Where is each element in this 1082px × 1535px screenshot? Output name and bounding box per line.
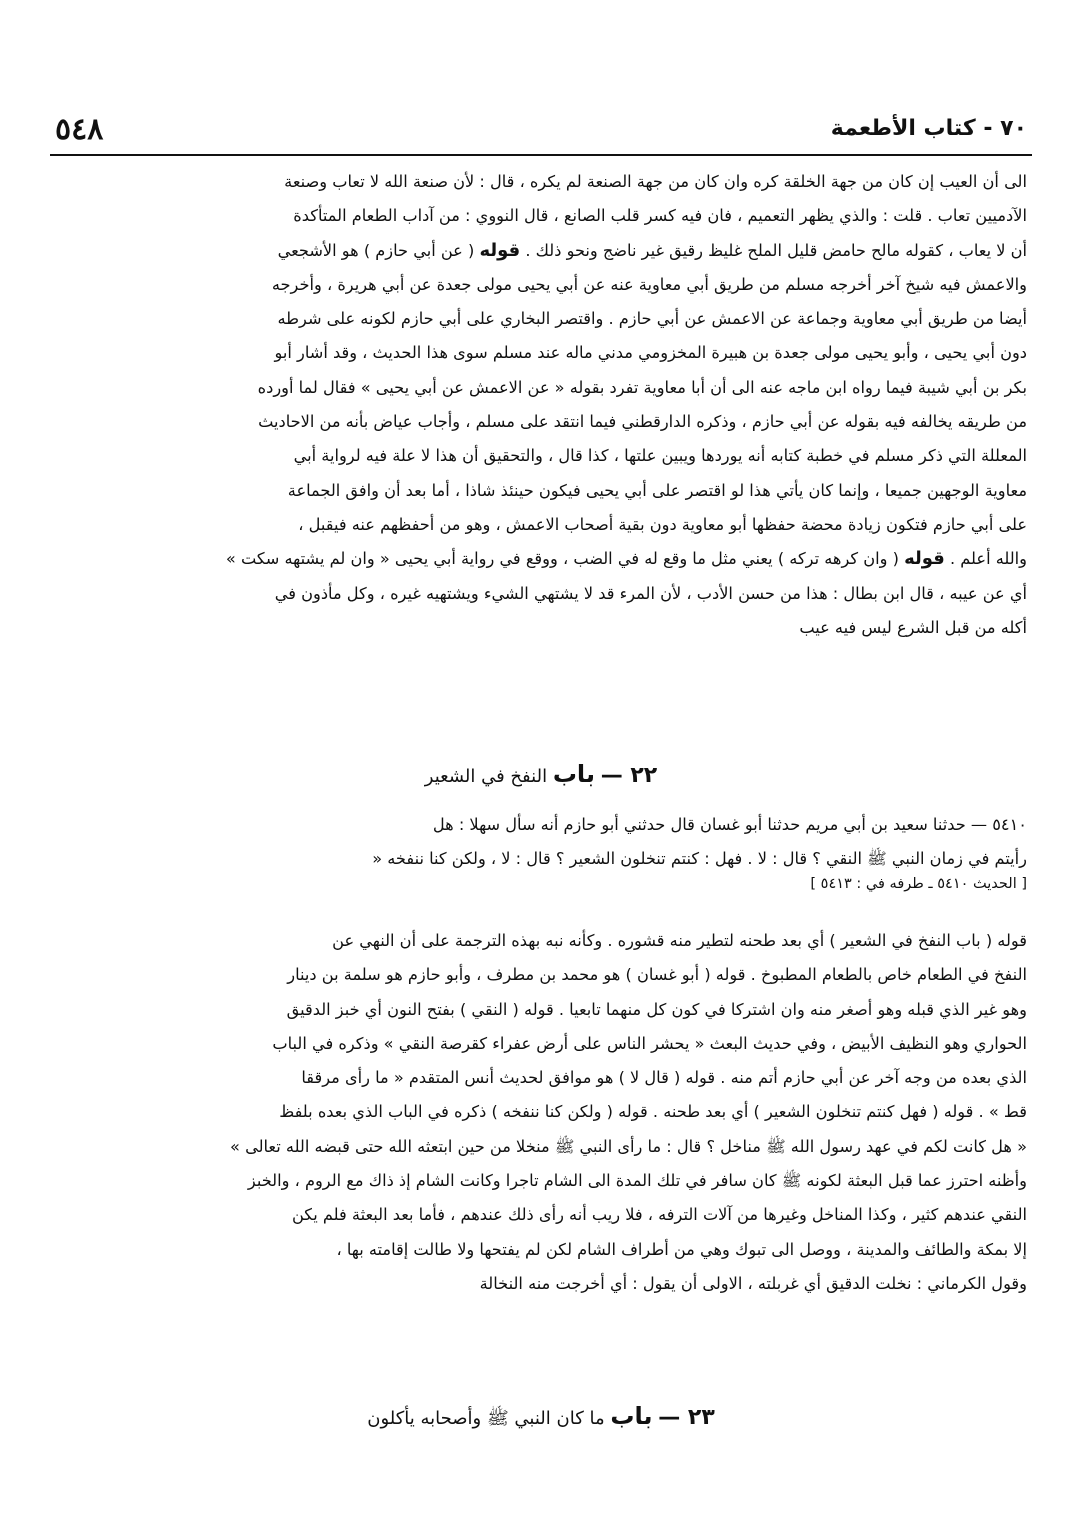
commentary-top <box>55 165 1027 645</box>
text-line: الذي بعده من وجه آخر عن أبي حازم أتم منه . قوله ( قال لا ) هو موافق لحديث أنس المتقدم « ما رأى مرققا <box>301 1068 1027 1088</box>
text-line: إلا بمكة والطائف والمدينة ، ووصل الى تبوك وهي من أطراف الشام لكن لم يفتحها ولا طالت إقامته بها ، <box>336 1239 1027 1259</box>
text-line: وهو غير الذي قبله وهو أصغر منه وان اشتركا في كون كل منهما تابعيا . قوله ( النقي ) بفتح النون أي خبز الدقيق <box>286 999 1027 1019</box>
text-line: أي عن عيبه ، قال ابن بطال : هذا من حسن الأدب ، لأن المرء قد لا يشتهي الشيء ويشتهيه غيره ، وكل مأذون في <box>274 583 1027 603</box>
text-line: قوله ( باب النفخ في الشعير ) أي بعد طحنه لتطير منه قشوره . وكأنه نبه بهذه الترجمة على أن النهي عن <box>332 931 1027 950</box>
hadith-line: رأيتم في زمان النبي ﷺ النقي ؟ قال : لا . فهل : كنتم تنخلون الشعير ؟ قال : لا ، ولكن كنا ننفخه « <box>372 849 1027 869</box>
text-line: الحواري وهو النظيف الأبيض ، وفي حديث البعث « يحشر الناس على أرض عفراء كقرصة النقي » وذكره في الباب <box>272 1033 1027 1053</box>
text-line <box>55 234 1027 268</box>
section-number: ٢٢ — <box>600 763 658 788</box>
text-fragment: ( وان كرهه تركه ) يعني مثل ما وقع له في الضب ، ووقع في رواية أبي يحيى « وان لم يشتهه سكت » <box>225 549 899 569</box>
hadith-line: ٥٤١٠ — حدثنا سعيد بن أبي مريم حدثنا أبو غسان قال حدثني أبو حازم أنه سأل سهلا : هل <box>432 815 1027 834</box>
text-line <box>55 542 1027 576</box>
text-line: على أبي حازم فتكون زيادة محضة حفظها أبو معاوية دون بقية أصحاب الاعمش ، وهو من أحفظهم عنه فيقبل ، <box>298 514 1027 534</box>
section-title: النفخ في الشعير <box>424 766 548 787</box>
section-bab: باب <box>552 760 595 788</box>
text-line: الى أن العيب إن كان من جهة الخلقة كره وان كان من جهة الصنعة لم يكره ، قال : لأن صنعة الله لا تعاب وصنعة <box>284 172 1027 191</box>
chapter-title: ٧٠ - كتاب الأطعمة <box>830 116 1027 141</box>
page-number: ٥٤٨ <box>55 112 104 147</box>
commentary-bottom <box>55 924 1027 1301</box>
text-line: بكر بن أبي شيبة فيما رواه ابن ماجه عنه الى أن أبا معاوية تفرد بقوله « عن الاعمش عن أبي يحيى » فقال لما أورده <box>257 377 1027 397</box>
text-line: « هل كانت لكم في عهد رسول الله ﷺ مناخل ؟ قال : ما رأى النبي ﷺ منخلا من حين ابتعثه الله حتى قبضه الله تعالى » <box>230 1136 1027 1156</box>
text-line: أكله من قبل الشرع ليس فيه عيب <box>799 617 1027 637</box>
text-line: وأظنه احترز عما قبل البعثة لكونه ﷺ كان سافر في تلك المدة الى الشام تاجرا وكانت الشام إذ ذاك مع الروم ، والخبز <box>247 1171 1027 1191</box>
section-number: ٢٣ — <box>658 1405 715 1430</box>
keyword-qawluh: قوله <box>904 548 945 570</box>
section-title: ما كان النبي ﷺ وأصحابه يأكلون <box>367 1408 605 1429</box>
text-fragment: أن لا يعاب ، كقوله مالح حامض قليل الملح غليظ رقيق غير ناضج ونحو ذلك . <box>525 240 1027 260</box>
page-header <box>55 112 1027 152</box>
text-fragment: والله أعلم . <box>949 549 1027 569</box>
text-fragment: ( عن أبي حازم ) هو الأشجعي <box>277 240 475 260</box>
text-line: قط » . قوله ( فهل كنتم تنخلون الشعير ) أي بعد طحنه . قوله ( ولكن كنا ننفخه ) ذكره في الباب الذي بعده بلفظ <box>279 1102 1027 1122</box>
header-divider <box>50 154 1032 156</box>
keyword-qawluh: قوله <box>479 239 521 261</box>
text-line: والاعمش فيه شيخ آخر أخرجه مسلم من طريق أبي معاوية عنه عن أبي يحيى مولى جعدة عن أبي هريرة ، وأخرجه <box>271 274 1027 294</box>
text-line: النقي عندهم كثير ، وكذا المناخل وغيرها من آلات الترفه ، فلا ريب أنه رأى ذلك عندهم ، فأما بعد البعثة فلم يكن <box>291 1205 1027 1225</box>
text-line: وقول الكرماني : نخلت الدقيق أي غربلته ، الاولى أن يقول : أي أخرجت منه النخالة <box>479 1273 1027 1293</box>
text-line: النفخ في الطعام خاص بالطعام المطبوخ . قوله ( أبو غسان ) هو محمد بن مطرف ، وأبو حازم هو سلمة بن دينار <box>287 965 1027 985</box>
section-heading-23 <box>55 1402 1027 1433</box>
text-line: المعللة التي ذكر مسلم في خطبة كتابه أنه يوردها ويبين علتها ، كذا قال ، والتحقيق أن هذا لا علة فيه لرواية أبي <box>293 446 1027 466</box>
text-line: دون أبي يحيى ، وأبو يحيى مولى جعدة بن هبيرة المخزومي مدني ماله عند مسلم سوى هذا الحديث ، وقد أشار أبو <box>274 343 1027 363</box>
text-line: معاوية الوجهين جميعا ، وإنما كان يأتي هذا لو اقتصر على أبي يحيى فيكون حينئذ شاذا ، أما بعد أن وافق الجماعة <box>287 480 1027 500</box>
hadith-reference: [ الحديث ٥٤١٠ ـ طرفه في : ٥٤١٣ ] <box>810 876 1027 892</box>
text-line: الآدميين تعاب . قلت : والذي يظهر التعميم ، فان فيه كسر قلب الصانع ، قال النووي : من آداب الطعام المتأكدة <box>293 206 1027 226</box>
text-line: من طريقه يخالفه فيه بقوله عن أبي حازم ، وذكره الدارقطني فيما انتقد على مسلم ، وأجاب عياض بأنه من الاحاديث <box>258 412 1027 432</box>
hadith-text <box>55 808 1027 877</box>
text-line: أيضا من طريق أبي معاوية وجماعة عن الاعمش عن أبي حازم . واقتصر البخاري على أبي حازم لكونه على شرطه <box>277 309 1027 329</box>
section-bab: باب <box>610 1402 653 1430</box>
section-heading-22 <box>55 760 1027 788</box>
